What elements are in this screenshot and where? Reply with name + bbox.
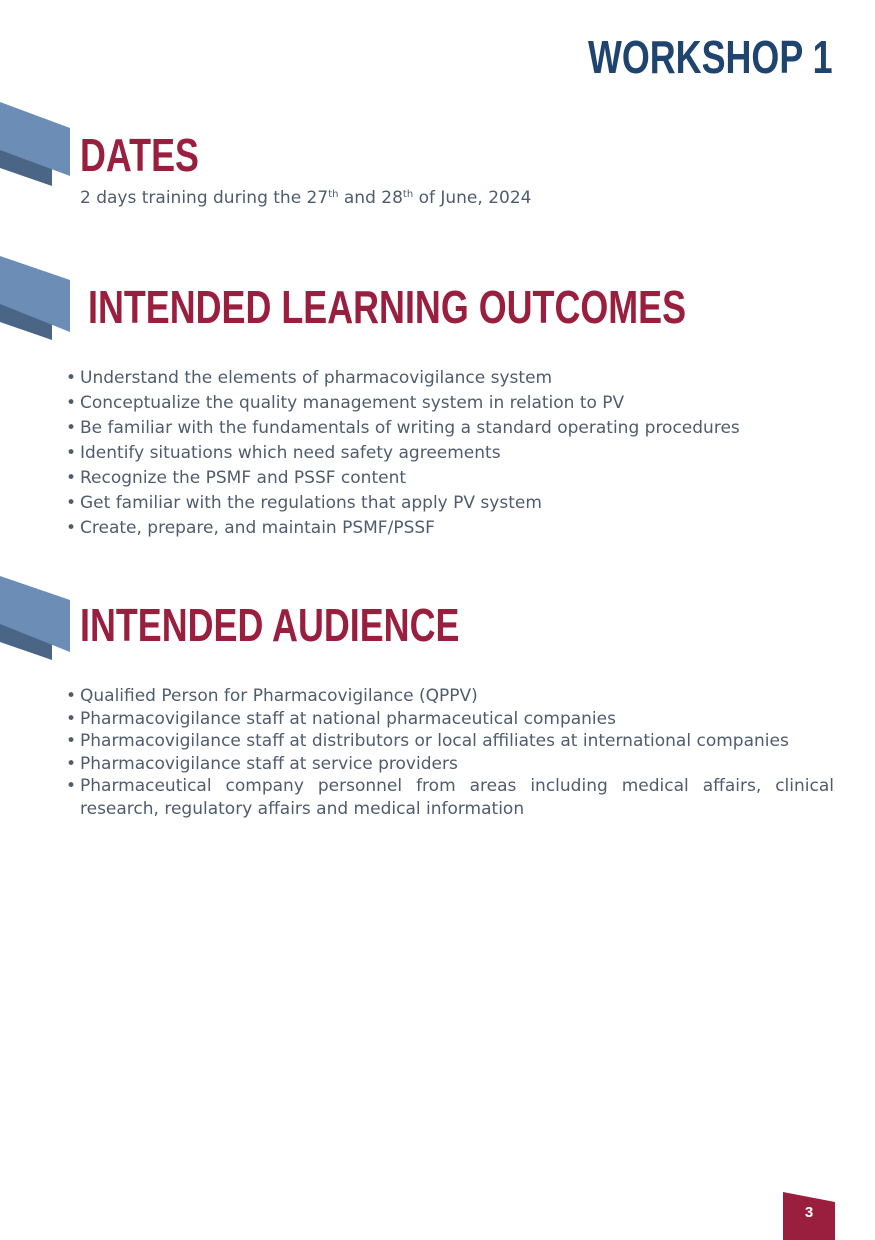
list-item: • Pharmacovigilance staff at service providers: [66, 753, 458, 774]
list-item: • Conceptualize the quality management system in relation to PV: [66, 393, 625, 413]
list-item: • Recognize the PSMF and PSSF content: [66, 468, 407, 488]
list-item: • Pharmaceutical company personnel from areas including medical affairs, clinical research, regulatory affairs and medical information: [66, 776, 834, 819]
audience-ribbon-decoration: [0, 574, 75, 664]
audience-heading: INTENDED AUDIENCE: [80, 599, 460, 651]
list-item: • Be familiar with the fundamentals of writing a standard operating procedures: [66, 418, 740, 438]
dates-text: 2 days training during the 27th and 28th of June, 2024: [80, 188, 532, 208]
list-item: • Get familiar with the regulations that apply PV system: [66, 493, 542, 513]
workshop-title: WORKSHOP 1: [588, 31, 833, 83]
outcomes-ribbon-decoration: [0, 254, 75, 344]
list-item: • Understand the elements of pharmacovigilance system: [66, 368, 553, 388]
list-item: • Identify situations which need safety agreements: [66, 443, 501, 463]
dates-ribbon-decoration: [0, 100, 75, 190]
page-number: 3: [804, 1204, 814, 1221]
list-item: • Qualified Person for Pharmacovigilance (QPPV): [66, 686, 478, 706]
list-item: • Create, prepare, and maintain PSMF/PSSF: [66, 518, 435, 538]
list-item: • Pharmacovigilance staff at national pharmaceutical companies: [66, 708, 616, 729]
audience-list: [66, 685, 834, 820]
outcomes-heading: INTENDED LEARNING OUTCOMES: [88, 281, 687, 333]
list-item: • Pharmacovigilance staff at distributors or local affiliates at international companies: [66, 731, 789, 751]
dates-heading: DATES: [80, 129, 199, 181]
outcomes-list: [66, 366, 834, 541]
